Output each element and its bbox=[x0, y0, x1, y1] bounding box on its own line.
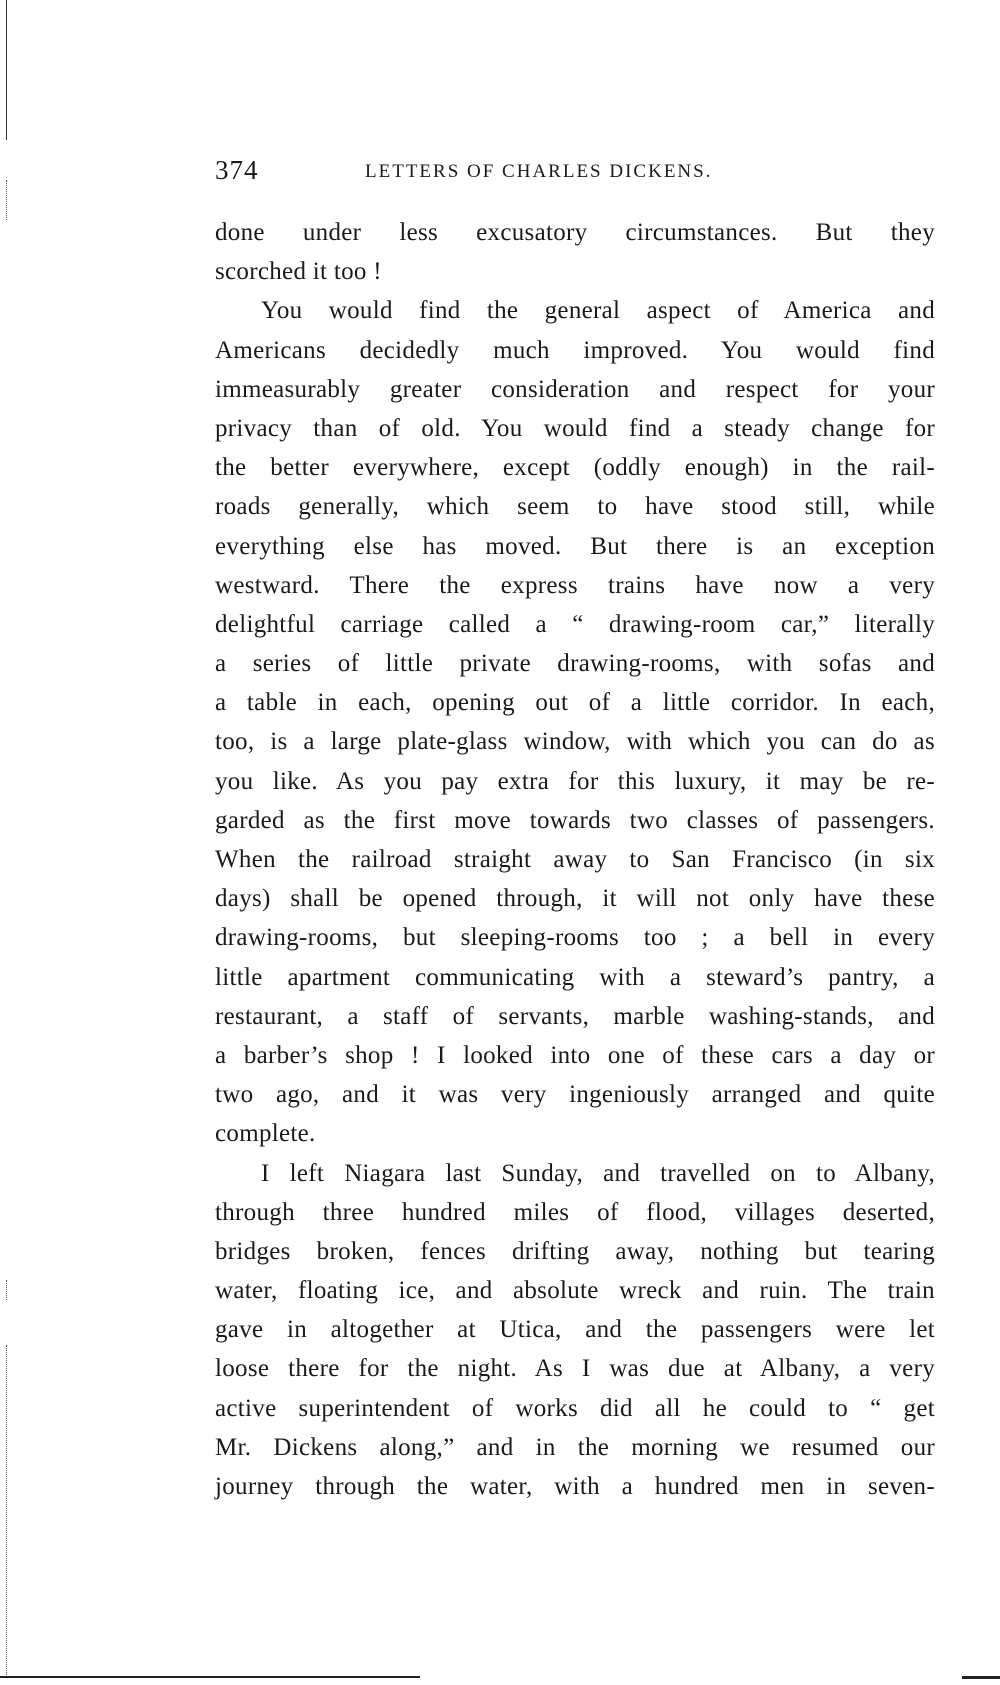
text-line: restaurant, a staff of servants, marble washing-stands, and bbox=[215, 1002, 935, 1030]
text-line: the better everywhere, except (oddly enough) in the rail- bbox=[215, 454, 935, 482]
text-line: little apartment communicating with a steward’s pantry, a bbox=[215, 963, 935, 991]
text-line: journey through the water, with a hundred men in seven- bbox=[215, 1473, 935, 1500]
text-line: roads generally, which seem to have stood still, while bbox=[215, 493, 935, 521]
text-line: done under less excusatory circumstances. But they bbox=[215, 219, 935, 246]
text-line: a series of little private drawing-rooms, with sofas and bbox=[215, 650, 935, 678]
text-line: immeasurably greater consideration and respect for your bbox=[215, 375, 935, 403]
text-line: bridges broken, fences drifting away, nothing but tearing bbox=[215, 1237, 935, 1265]
page-header bbox=[215, 155, 935, 189]
text-line: water, floating ice, and absolute wreck and ruin. The train bbox=[215, 1277, 935, 1305]
text-line: You would find the general aspect of America and bbox=[261, 297, 935, 325]
bottom-edge-rule bbox=[0, 1676, 420, 1678]
running-head: LETTERS OF CHARLES DICKENS. bbox=[365, 161, 713, 182]
text-line: a table in each, opening out of a little corridor. In each, bbox=[215, 689, 935, 717]
text-line: When the railroad straight away to San Francisco (in six bbox=[215, 846, 935, 873]
text-line: scorched it too ! bbox=[215, 258, 382, 286]
text-line: you like. As you pay extra for this luxury, it may be re- bbox=[215, 767, 935, 795]
text-line: garded as the first move towards two classes of passengers. bbox=[215, 806, 935, 834]
text-line: loose there for the night. As I was due at Albany, a very bbox=[215, 1355, 935, 1383]
text-line: days) shall be opened through, it will not only have these bbox=[215, 885, 935, 913]
page-edge-mark bbox=[6, 1345, 7, 1675]
page-edge-mark bbox=[6, 1280, 7, 1300]
page-number: 374 bbox=[215, 155, 259, 185]
text-line: westward. There the express trains have now a very bbox=[215, 571, 935, 599]
text-line: a barber’s shop ! I looked into one of these cars a day or bbox=[215, 1041, 935, 1069]
text-line: Mr. Dickens along,” and in the morning we resumed our bbox=[215, 1433, 935, 1461]
text-line: I left Niagara last Sunday, and travelled on to Albany, bbox=[261, 1159, 935, 1187]
text-line: Americans decidedly much improved. You would find bbox=[215, 336, 935, 364]
page-edge-line bbox=[6, 0, 7, 140]
page-edge-mark bbox=[6, 180, 7, 220]
body-text bbox=[215, 213, 935, 1506]
text-line: drawing-rooms, but sleeping-rooms too ; a bell in every bbox=[215, 924, 935, 952]
bottom-edge-rule bbox=[962, 1676, 1000, 1679]
text-line: too, is a large plate-glass window, with which you can do as bbox=[215, 728, 935, 756]
text-line: two ago, and it was very ingeniously arranged and quite bbox=[215, 1081, 935, 1109]
text-line: delightful carriage called a “ drawing-room car,” literally bbox=[215, 610, 935, 638]
text-line: active superintendent of works did all he could to “ get bbox=[215, 1394, 935, 1422]
text-line: everything else has moved. But there is an exception bbox=[215, 532, 935, 560]
text-line: through three hundred miles of flood, villages deserted, bbox=[215, 1198, 935, 1226]
text-line: gave in altogether at Utica, and the passengers were let bbox=[215, 1316, 935, 1344]
text-line: complete. bbox=[215, 1120, 316, 1148]
text-line: privacy than of old. You would find a steady change for bbox=[215, 414, 935, 442]
